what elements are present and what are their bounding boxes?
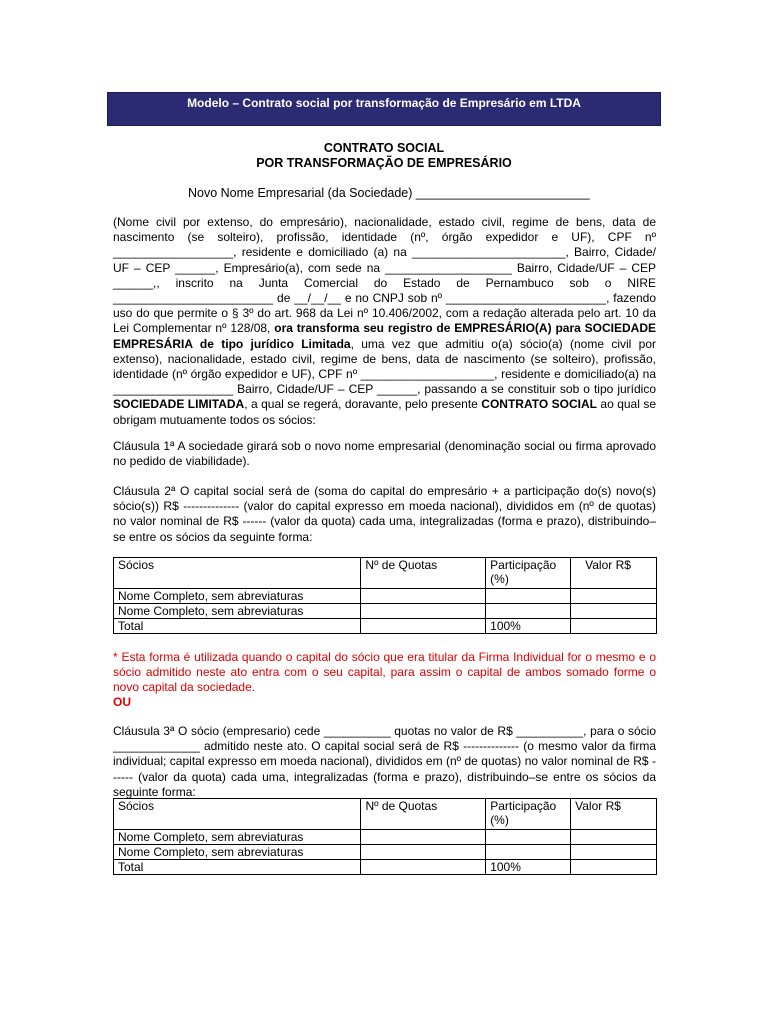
red-note: * Esta forma é utilizada quando o capital do sócio que era titular da Firma Individual for o mesmo e o sócio admitido neste ato entra com o seu capital, para assim o capital de ambos somado forme o novo capital da sociedade. <box>113 650 656 695</box>
table-row <box>114 589 657 604</box>
total-pct: 100% <box>486 860 571 875</box>
intro-bold-2: SOCIEDADE LIMITADA <box>113 397 245 412</box>
table-header-row <box>114 558 657 589</box>
contract-title: CONTRATO SOCIAL <box>323 141 445 155</box>
quotas-cell <box>361 830 486 845</box>
new-company-name-label: Novo Nome Empresarial (da Sociedade) _________________________ <box>188 186 590 200</box>
valor-cell <box>571 830 657 845</box>
participacao-cell <box>486 604 571 619</box>
participacao-cell <box>486 830 571 845</box>
total-label: Total <box>114 860 361 875</box>
intro-text-1: (Nome civil por extenso, do empresário), nacionalidade, estado civil, regime de bens, data de nascimento (se solteiro), profissão, identidade (nº, órgão expedidor e UF), CPF nº __________________, residente e domiciliado (a) na _______________________, Bairro, Cidade/ UF – CEP ______, Empresário(a), com sede na ___________________ Bairro, Cidade/UF – CEP ______,, inscrito na Junta Comercial do Estado de Pernambuco sob o NIRE ________________________ de __/__/__ e no CNPJ sob nº ________________________, fazendo uso do que permite o § 3º do art. 968 da Lei nº 10.406/2002, com a redação alterada pelo art. 10 da Lei Complementar nº 128/08, <box>113 215 656 336</box>
table-total-row <box>114 860 657 875</box>
header-valor: Valor R$ <box>571 799 657 830</box>
intro-paragraph <box>113 215 656 428</box>
table-header-row <box>114 799 657 830</box>
total-pct: 100% <box>486 619 571 634</box>
socios-table-2 <box>113 798 657 875</box>
header-socios: Sócios <box>114 558 361 589</box>
socios-table-1 <box>113 557 657 634</box>
quotas-cell <box>361 860 486 875</box>
clausula-2: Cláusula 2ª O capital social será de (soma do capital do empresário + a participação do(s) novo(s) sócio(s)) R$ -------------- (valor do capital expresso em moeda nacional), divididos em (nº de quotas) no valor nominal de R$ ------ (valor da quota) cada uma, integralizadas (forma e prazo), distribuindo–se entre os sócios da seguinte forma: <box>113 484 656 544</box>
quotas-cell <box>361 845 486 860</box>
socio-name-cell: Nome Completo, sem abreviaturas <box>114 604 361 619</box>
header-participacao: Participação (%) <box>486 558 571 589</box>
valor-cell <box>571 619 657 634</box>
intro-text-4: ao qual se obrigam mutuamente todos os sócios: <box>113 397 657 427</box>
header-quotas: Nº de Quotas <box>361 558 486 589</box>
socio-name-cell: Nome Completo, sem abreviaturas <box>114 845 361 860</box>
valor-cell <box>571 589 657 604</box>
table-row <box>114 830 657 845</box>
intro-bold-1: ora transforma seu registro de EMPRESÁRIO(A) para SOCIEDADE EMPRESÁRIA de tipo jurídico Limitada <box>113 321 657 351</box>
valor-cell <box>571 604 657 619</box>
header-participacao: Participação (%) <box>486 799 571 830</box>
valor-cell <box>571 860 657 875</box>
clausula-3: Cláusula 3ª O sócio (empresario) cede __________ quotas no valor de R$ __________, para o sócio _____________ admitido neste ato. O capital social será de R$ -------------- (o mesmo valor da firma individual; capital expresso em moeda nacional), divididos em (nº de quotas) no valor nominal de R$ ------ (valor da quota) cada uma, integralizadas (forma e prazo), distribuindo–se entre os sócios da seguinte forma: <box>113 724 656 799</box>
socio-name-cell: Nome Completo, sem abreviaturas <box>114 830 361 845</box>
valor-cell <box>571 845 657 860</box>
socio-name-cell: Nome Completo, sem abreviaturas <box>114 589 361 604</box>
quotas-cell <box>361 604 486 619</box>
intro-text-2: , uma vez que admitiu o(a) sócio(a) (nome civil por extenso), nacionalidade, estado civil, regime de bens, data de nascimento (se solteiro), profissão, identidade (nº órgão expedidor e UF), CPF nº ____________________, residente e domiciliado(a) na __________________ Bairro, Cidade/UF – CEP ______, passando a se constituir sob o tipo jurídico <box>113 336 657 397</box>
quotas-cell <box>361 589 486 604</box>
model-banner <box>107 92 661 126</box>
total-label: Total <box>114 619 361 634</box>
participacao-cell <box>486 589 571 604</box>
header-socios: Sócios <box>114 799 361 830</box>
intro-text-3: , a qual se regerá, doravante, pelo presente <box>244 397 482 412</box>
table-total-row <box>114 619 657 634</box>
banner-title: Modelo – Contrato social por transformação de Empresário em LTDA <box>187 96 581 110</box>
header-quotas: Nº de Quotas <box>361 799 486 830</box>
header-valor: Valor R$ <box>571 558 657 589</box>
intro-bold-3: CONTRATO SOCIAL <box>481 397 597 412</box>
contract-subtitle: POR TRANSFORMAÇÃO DE EMPRESÁRIO <box>256 156 512 170</box>
quotas-cell <box>361 619 486 634</box>
table-row <box>114 604 657 619</box>
clausula-1: Cláusula 1ª A sociedade girará sob o novo nome empresarial (denominação social ou firma aprovado no pedido de viabilidade). <box>113 439 656 469</box>
table-row <box>114 845 657 860</box>
ou-label: OU <box>113 695 131 709</box>
participacao-cell <box>486 845 571 860</box>
